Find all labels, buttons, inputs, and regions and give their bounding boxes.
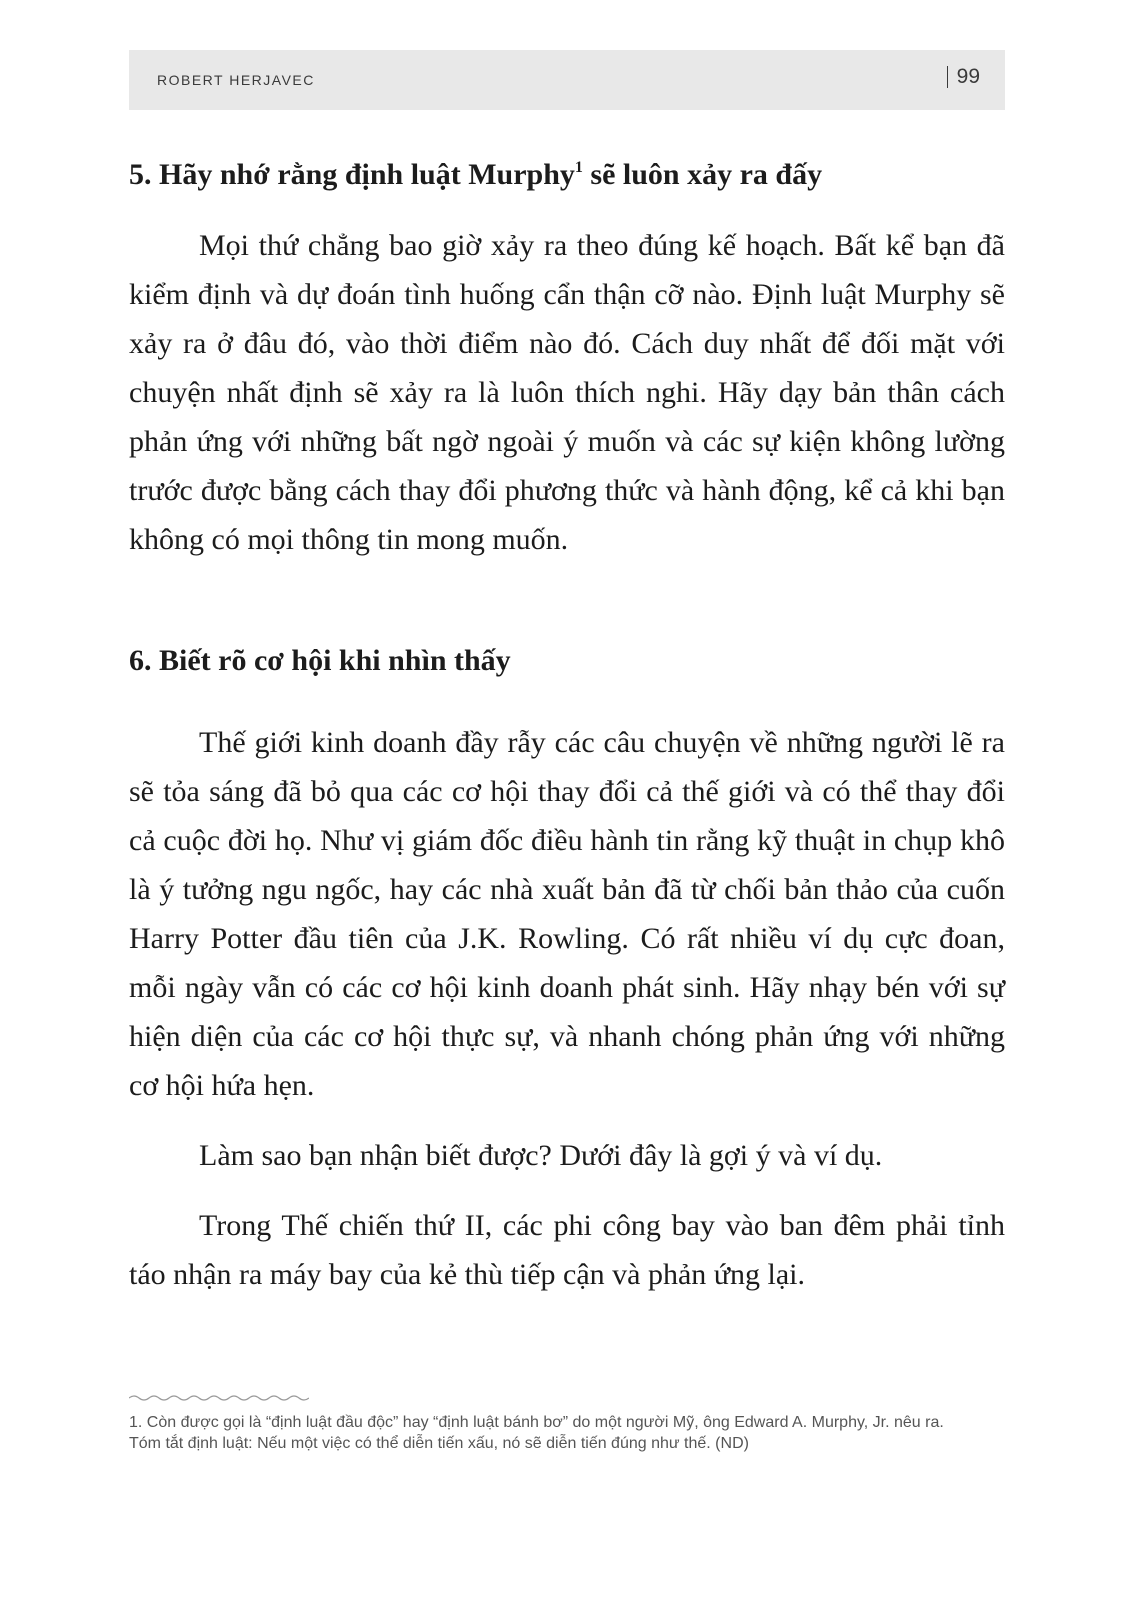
footnote [129,1412,1005,1454]
section-6-paragraph-3: Trong Thế chiến thứ II, các phi công bay vào ban đêm phải tỉnh táo nhận ra máy bay của kẻ thù tiếp cận và phản ứng lại. [129,1209,1005,1291]
page-number-group [947,65,980,89]
section-5-heading-suffix: sẽ luôn xảy ra đấy [582,158,823,191]
section-6-paragraph-2: Làm sao bạn nhận biết được? Dưới đây là gợi ý và ví dụ. [199,1139,883,1172]
section-5-heading-text: 5. Hãy nhớ rằng định luật Murphy [129,158,575,191]
section-5-paragraph: Mọi thứ chẳng bao giờ xảy ra theo đúng kế hoạch. Bất kể bạn đã kiểm định và dự đoán tình huống cẩn thận cỡ nào. Định luật Murphy sẽ xảy ra ở đâu đó, vào thời điểm nào đó. Cách duy nhất để đối mặt với chuyện nhất định sẽ xảy ra là luôn thích nghi. Hãy dạy bản thân cách phản ứng với những bất ngờ ngoài ý muốn và các sự kiện không lường trước được bằng cách thay đổi phương thức và hành động, kể cả khi bạn không có mọi thông tin mong muốn. [129,229,1005,556]
footnote-line-1: 1. Còn được gọi là “định luật đầu độc” hay “định luật bánh bơ” do một người Mỹ, ông Edward A. Murphy, Jr. nêu ra. [129,1414,944,1431]
page-number: 99 [956,65,980,88]
section-5-heading [129,156,1005,194]
page-number-divider [947,66,948,88]
footnote-line-2: Tóm tắt định luật: Nếu một việc có thể diễn tiến xấu, nó sẽ diễn tiến đúng như thế. (ND) [129,1435,749,1452]
page-body [129,150,1005,1299]
section-6-paragraph-1: Thế giới kinh doanh đầy rẫy các câu chuyện về những người lẽ ra sẽ tỏa sáng đã bỏ qua các cơ hội thay đổi cả thế giới và có thể thay đổi cả cuộc đời họ. Như vị giám đốc điều hành tin rằng kỹ thuật in chụp khô là ý tưởng ngu ngốc, hay các nhà xuất bản đã từ chối bản thảo của cuốn Harry Potter đầu tiên của J.K. Rowling. Có rất nhiều ví dụ cực đoan, mỗi ngày vẫn có các cơ hội kinh doanh phát sinh. Hãy nhạy bén với sự hiện diện của các cơ hội thực sự, và nhanh chóng phản ứng với những cơ hội hứa hẹn. [129,726,1005,1102]
section-6-heading: 6. Biết rõ cơ hội khi nhìn thấy [129,644,511,677]
footnote-divider [129,1394,309,1402]
page-header [129,50,1005,110]
footnote-reference: 1 [574,159,583,176]
running-head: ROBERT HERJAVEC [157,72,315,88]
